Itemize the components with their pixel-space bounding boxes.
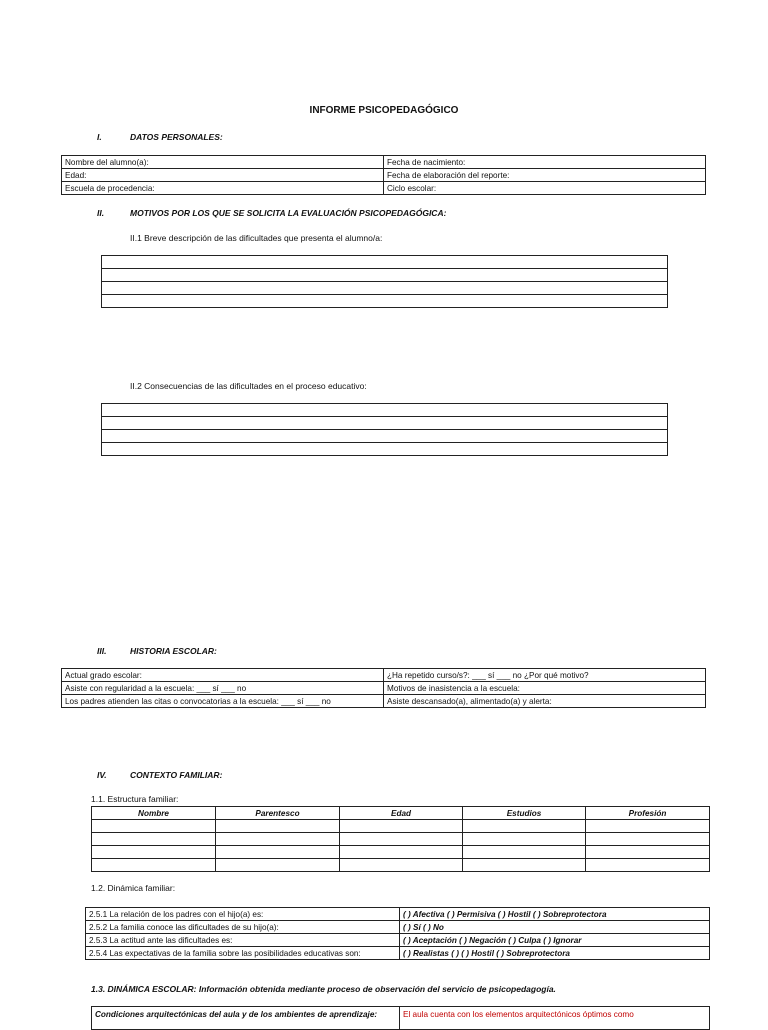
cell[interactable]	[340, 846, 463, 859]
table-row	[86, 947, 710, 960]
cell[interactable]	[586, 859, 710, 872]
field-age[interactable]: Edad:	[62, 169, 384, 182]
dyn-options[interactable]: ( ) Realistas ( ) ( ) Hostil ( ) Sobreprotectora	[400, 947, 710, 960]
dyn-options[interactable]: ( ) Aceptación ( ) Negación ( ) Culpa ( ) Ignorar	[400, 934, 710, 947]
table-row	[86, 934, 710, 947]
school-history-table	[61, 668, 706, 708]
table-row	[102, 282, 668, 295]
table-row	[62, 669, 706, 682]
field-school[interactable]: Escuela de procedencia:	[62, 182, 384, 195]
section-2-label: MOTIVOS POR LOS QUE SE SOLICITA LA EVALUACIÓN PSICOPEDAGÓGICA:	[130, 208, 447, 218]
table-row	[62, 682, 706, 695]
table-row	[102, 417, 668, 430]
section-2-heading	[97, 208, 697, 220]
section-4-heading	[97, 770, 697, 782]
table-row	[86, 921, 710, 934]
cell[interactable]	[463, 820, 586, 833]
cell[interactable]	[463, 833, 586, 846]
table-row	[62, 182, 706, 195]
header-profession: Profesión	[586, 807, 710, 820]
header-age: Edad	[340, 807, 463, 820]
header-studies: Estudios	[463, 807, 586, 820]
dyn-question: 2.5.2 La familia conoce las dificultades de su hijo(a):	[86, 921, 400, 934]
blank-line[interactable]	[102, 269, 668, 282]
personal-data-table	[61, 155, 706, 195]
blank-line[interactable]	[102, 404, 668, 417]
section-1-heading	[97, 132, 697, 144]
school-dynamics-table	[91, 1006, 710, 1030]
field-school-year[interactable]: Ciclo escolar:	[384, 182, 706, 195]
conditions-value[interactable]: El aula cuenta con los elementos arquitectónicos óptimos como	[400, 1007, 710, 1030]
section-3-number: III.	[97, 646, 107, 656]
cell[interactable]	[340, 859, 463, 872]
subsection-family-dynamics: 1.2. Dinámica familiar:	[91, 883, 176, 893]
section-1-number: I.	[97, 132, 102, 142]
table-row	[102, 269, 668, 282]
cell[interactable]	[340, 820, 463, 833]
cell[interactable]	[216, 846, 340, 859]
blank-line[interactable]	[102, 430, 668, 443]
dyn-question: 2.5.1 La relación de los padres con el hijo(a) es:	[86, 908, 400, 921]
header-relationship: Parentesco	[216, 807, 340, 820]
table-row	[62, 695, 706, 708]
table-row	[86, 908, 710, 921]
dyn-options[interactable]: ( ) Sí ( ) No	[400, 921, 710, 934]
blank-line[interactable]	[102, 256, 668, 269]
difficulties-description-table	[101, 255, 668, 308]
cell[interactable]	[92, 820, 216, 833]
field-parents-attend[interactable]: Los padres atienden las citas o convocatorias a la escuela: ___ sí ___ no	[62, 695, 384, 708]
section-2-number: II.	[97, 208, 105, 218]
section-4-number: IV.	[97, 770, 107, 780]
cell[interactable]	[586, 833, 710, 846]
section-1-label: DATOS PERSONALES:	[130, 132, 223, 142]
blank-line[interactable]	[102, 295, 668, 308]
cell[interactable]	[340, 833, 463, 846]
table-row	[92, 859, 710, 872]
table-row	[102, 404, 668, 417]
dyn-question: 2.5.4 Las expectativas de la familia sobre las posibilidades educativas son:	[86, 947, 400, 960]
header-name: Nombre	[92, 807, 216, 820]
cell[interactable]	[216, 833, 340, 846]
field-report-date[interactable]: Fecha de elaboración del reporte:	[384, 169, 706, 182]
field-current-grade[interactable]: Actual grado escolar:	[62, 669, 384, 682]
family-dynamics-table	[85, 907, 710, 960]
field-birth-date[interactable]: Fecha de nacimiento:	[384, 156, 706, 169]
table-row	[92, 820, 710, 833]
table-row	[102, 430, 668, 443]
subsection-2-2: II.2 Consecuencias de las dificultades en el proceso educativo:	[130, 381, 367, 391]
subsection-family-structure: 1.1. Estructura familiar:	[91, 794, 179, 804]
field-repeated-course[interactable]: ¿Ha repetido curso/s?: ___ sí ___ no ¿Por qué motivo?	[384, 669, 706, 682]
cell[interactable]	[463, 859, 586, 872]
field-regular-attendance[interactable]: Asiste con regularidad a la escuela: ___ sí ___ no	[62, 682, 384, 695]
conditions-label: Condiciones arquitectónicas del aula y de los ambientes de aprendizaje:	[92, 1007, 400, 1030]
cell[interactable]	[92, 833, 216, 846]
page-title: INFORME PSICOPEDAGÓGICO	[309, 105, 459, 116]
cell[interactable]	[463, 846, 586, 859]
field-absence-reasons[interactable]: Motivos de inasistencia a la escuela:	[384, 682, 706, 695]
field-student-name[interactable]: Nombre del alumno(a):	[62, 156, 384, 169]
difficulties-consequences-table	[101, 403, 668, 456]
section-3-label: HISTORIA ESCOLAR:	[130, 646, 217, 656]
cell[interactable]	[586, 820, 710, 833]
table-row	[102, 443, 668, 456]
table-row	[62, 169, 706, 182]
section-3-heading	[97, 646, 697, 658]
table-row	[102, 256, 668, 269]
family-structure-table	[91, 806, 710, 872]
table-row	[92, 1007, 710, 1030]
cell[interactable]	[92, 859, 216, 872]
blank-line[interactable]	[102, 443, 668, 456]
blank-line[interactable]	[102, 282, 668, 295]
table-row	[62, 156, 706, 169]
table-row	[102, 295, 668, 308]
table-row	[92, 846, 710, 859]
dyn-question: 2.5.3 La actitud ante las dificultades es:	[86, 934, 400, 947]
subsection-2-1: II.1 Breve descripción de las dificultades que presenta el alumno/a:	[130, 233, 383, 243]
section-4-label: CONTEXTO FAMILIAR:	[130, 770, 223, 780]
dyn-options[interactable]: ( ) Afectiva ( ) Permisiva ( ) Hostil ( ) Sobreprotectora	[400, 908, 710, 921]
cell[interactable]	[92, 846, 216, 859]
cell[interactable]	[216, 859, 340, 872]
blank-line[interactable]	[102, 417, 668, 430]
cell[interactable]	[586, 846, 710, 859]
school-dynamics-heading: 1.3. DINÁMICA ESCOLAR: Información obtenida mediante proceso de observación del servicio de psicopedagogía.	[91, 984, 556, 994]
table-header-row	[92, 807, 710, 820]
table-row	[92, 833, 710, 846]
field-rested-fed[interactable]: Asiste descansado(a), alimentado(a) y alerta:	[384, 695, 706, 708]
cell[interactable]	[216, 820, 340, 833]
